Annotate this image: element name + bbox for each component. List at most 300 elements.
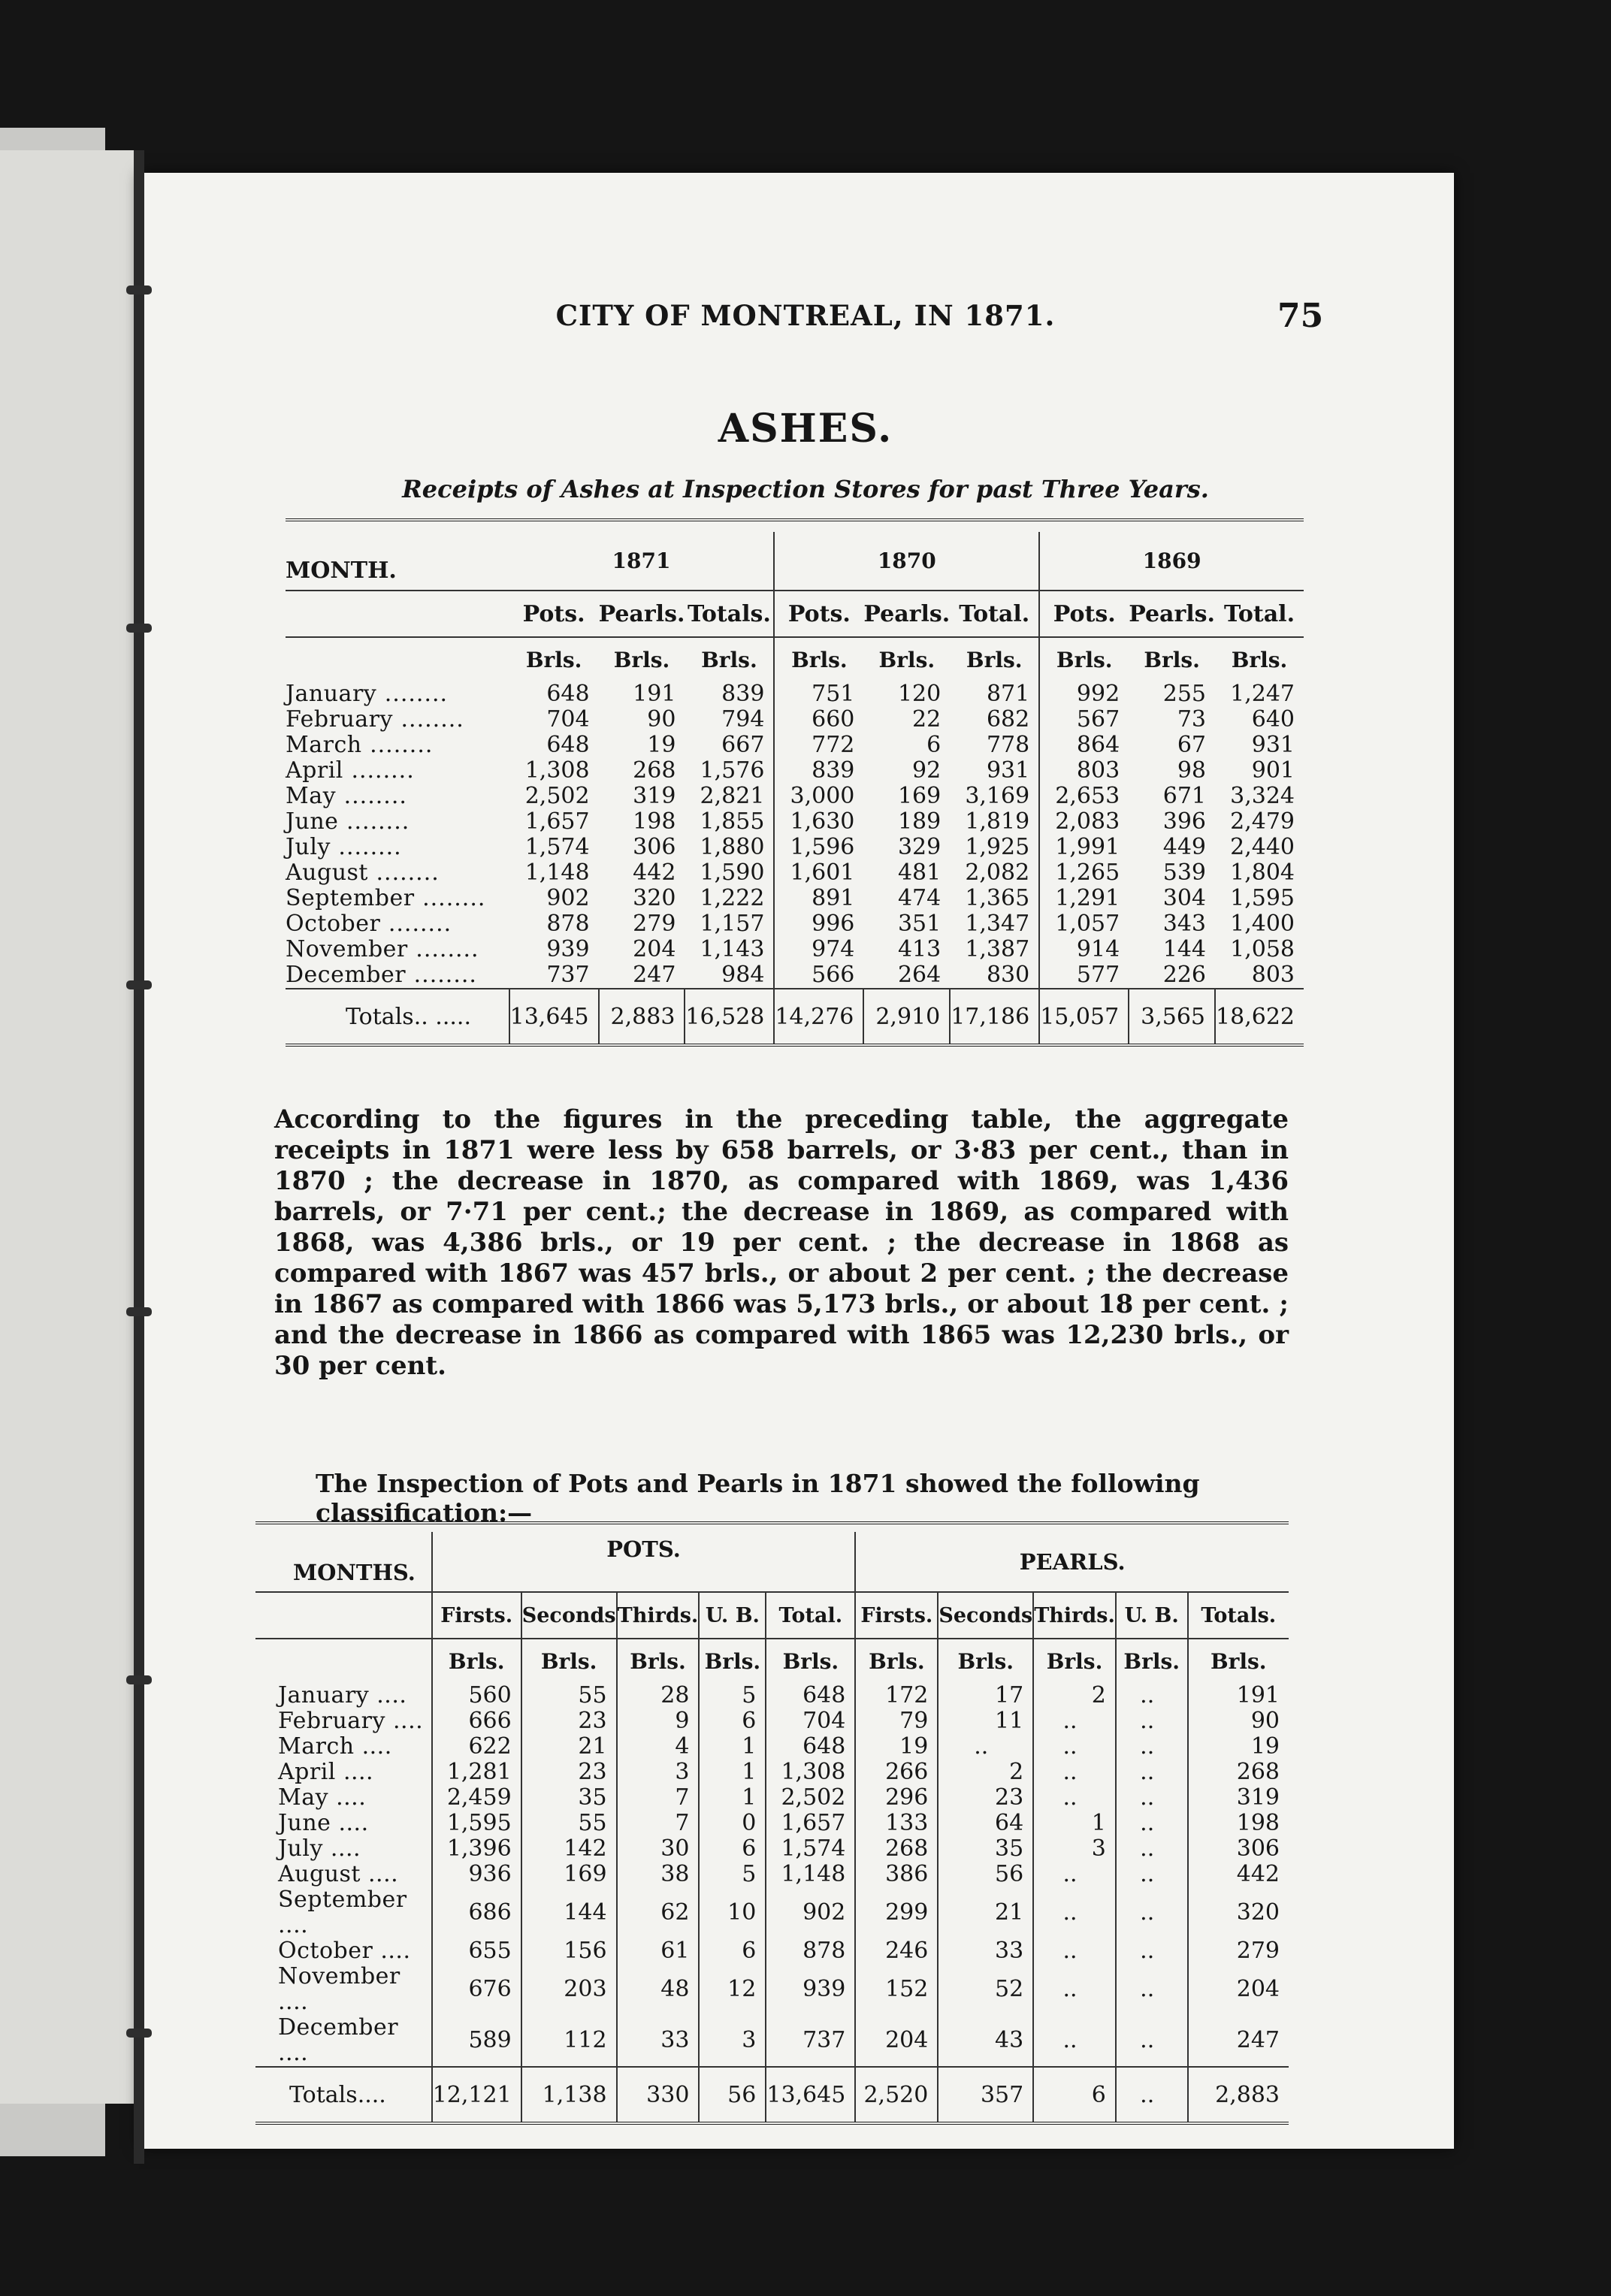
- table-cell: 891: [812, 885, 855, 911]
- table-cell: 560: [432, 1683, 521, 1708]
- table-cell: 931: [1251, 732, 1295, 758]
- month-name: January: [286, 681, 377, 707]
- table-cell: 246: [855, 1938, 938, 1964]
- table-cell: 35: [938, 1836, 1033, 1862]
- table-cell: 204: [855, 2015, 938, 2067]
- table-cell: 803: [1251, 962, 1295, 988]
- table-cell: 2,502: [766, 1785, 855, 1811]
- month-name: June: [286, 808, 339, 835]
- unit-label: Brls.: [766, 1639, 855, 1683]
- table-cell: 3: [699, 2015, 766, 2067]
- table-cell: 152: [855, 1964, 938, 2015]
- table-cell: 28: [617, 1683, 700, 1708]
- table-cell: 1,291: [1055, 885, 1120, 911]
- unit-label: Brls.: [1188, 1639, 1289, 1683]
- table-cell: ..: [1033, 1760, 1116, 1785]
- month-column-spacer: [255, 1592, 432, 1639]
- leader-dots: ....: [331, 1810, 369, 1836]
- table-cell: 319: [1188, 1785, 1289, 1811]
- unit-label: Brls.: [699, 1639, 766, 1683]
- month-name: February: [278, 1708, 385, 1734]
- table-row: [286, 886, 1304, 911]
- table-cell: 864: [1076, 732, 1120, 758]
- table-cell: 386: [855, 1862, 938, 1887]
- unit-label: Brls.: [685, 637, 774, 681]
- table-cell: 98: [1177, 757, 1207, 784]
- table-cell: 1,576: [685, 758, 774, 784]
- month-label: [255, 1836, 432, 1862]
- leader-dots: ....: [278, 1912, 309, 1938]
- table-row: [255, 1938, 1289, 1964]
- leader-dots: ....: [322, 1835, 361, 1862]
- table-cell: 90: [647, 706, 676, 733]
- table-cell: 19: [855, 1734, 938, 1760]
- table-row: [255, 1785, 1289, 1811]
- leader-dots: ....: [360, 1861, 399, 1887]
- month-name: July: [278, 1835, 323, 1862]
- table-cell: 648: [546, 732, 590, 758]
- table-cell: 299: [855, 1887, 938, 1938]
- table-cell: 23: [521, 1708, 617, 1734]
- table-cell: 1,657: [766, 1811, 855, 1836]
- table-cell: ..: [1116, 1708, 1188, 1734]
- table-cell: 306: [1188, 1836, 1289, 1862]
- table-cell: 61: [617, 1938, 700, 1964]
- table-cell: ..: [1116, 1836, 1188, 1862]
- table-cell: 648: [766, 1683, 855, 1708]
- table-cell: 566: [812, 962, 855, 988]
- month-name: March: [278, 1733, 355, 1760]
- table-row: [286, 809, 1304, 835]
- table-cell: 204: [1188, 1964, 1289, 2015]
- table-cell: 203: [521, 1964, 617, 2015]
- table-cell: 1,574: [524, 834, 590, 860]
- month-label: [286, 809, 509, 835]
- table-cell: 1,804: [1230, 859, 1295, 886]
- table-cell: 2: [938, 1760, 1033, 1785]
- totals-label: [255, 2067, 432, 2123]
- month-label: [286, 707, 509, 733]
- table-row: [286, 681, 1304, 707]
- month-name: April: [278, 1759, 336, 1785]
- table-cell: 79: [855, 1708, 938, 1734]
- table-cell: 142: [521, 1836, 617, 1862]
- table-cell: 343: [1162, 911, 1207, 937]
- table-cell: 914: [1076, 936, 1120, 962]
- column-header: Total.: [766, 1592, 855, 1639]
- table-cell: 10: [699, 1887, 766, 1938]
- classification-table: [255, 1521, 1289, 2125]
- table-cell: ..: [1116, 1683, 1188, 1708]
- table-cell: 2,459: [432, 1785, 521, 1811]
- table-row: [286, 962, 1304, 989]
- month-label: [286, 962, 509, 989]
- column-header: U. B.: [699, 1592, 766, 1639]
- table-cell: 3,324: [1230, 783, 1295, 809]
- table-cell: 3,169: [950, 784, 1039, 809]
- table-cell: 198: [1188, 1811, 1289, 1836]
- month-label: [286, 886, 509, 911]
- leader-dots: ........: [406, 962, 477, 988]
- table-row: [255, 2015, 1289, 2067]
- table-cell: 191: [633, 681, 676, 707]
- table-cell: 35: [521, 1785, 617, 1811]
- total-cell: 18,622: [1215, 989, 1304, 1045]
- table-cell: 3: [617, 1760, 700, 1785]
- table-cell: 992: [1076, 681, 1120, 707]
- total-cell: 56: [699, 2067, 766, 2123]
- total-cell: 2,883: [599, 989, 685, 1045]
- table-cell: 396: [1162, 808, 1207, 835]
- unit-label: Brls.: [878, 647, 935, 672]
- binding-stitch: [126, 2029, 152, 2038]
- unit-label: Brls.: [938, 1639, 1033, 1683]
- table-cell: 737: [546, 962, 590, 988]
- table-cell: 4: [617, 1734, 700, 1760]
- table-cell: 1,157: [685, 911, 774, 937]
- month-name: September: [286, 885, 415, 911]
- table-cell: 1,400: [1230, 911, 1295, 937]
- column-header: Pearls.: [863, 591, 950, 637]
- table-cell: 43: [938, 2015, 1033, 2067]
- unit-label: Brls.: [613, 647, 670, 672]
- leader-dots: ........: [380, 911, 452, 937]
- leader-dots: ....: [328, 1784, 367, 1811]
- table-cell: 1,387: [950, 937, 1039, 962]
- totals-text: Totals: [289, 2081, 358, 2108]
- table-row: [286, 911, 1304, 937]
- table-cell: 2: [1033, 1683, 1116, 1708]
- month-name: August: [278, 1861, 361, 1887]
- binding-stitch: [126, 980, 152, 989]
- table-cell: 204: [633, 936, 676, 962]
- table-cell: 189: [897, 808, 942, 835]
- table-cell: 640: [1251, 706, 1295, 733]
- month-name: October: [278, 1938, 373, 1964]
- unit-label: Brls.: [525, 647, 582, 672]
- month-label: [286, 911, 509, 937]
- table-cell: ..: [1116, 1785, 1188, 1811]
- table-cell: 30: [617, 1836, 700, 1862]
- leader-dots: ....: [278, 2040, 309, 2066]
- month-label: [255, 2015, 432, 2067]
- unit-label: Brls.: [1144, 647, 1200, 672]
- table-cell: 648: [766, 1734, 855, 1760]
- table-row: [255, 1862, 1289, 1887]
- table-cell: 936: [432, 1862, 521, 1887]
- table-cell: 449: [1162, 834, 1207, 860]
- table-cell: 1,365: [950, 886, 1039, 911]
- month-name: April: [286, 757, 343, 784]
- month-label: [255, 1862, 432, 1887]
- leader-dots: ....: [354, 1733, 392, 1760]
- table-cell: 304: [1162, 885, 1207, 911]
- table-cell: 984: [685, 962, 774, 989]
- column-header: Seconds: [938, 1592, 1033, 1639]
- table-cell: 1,574: [766, 1836, 855, 1862]
- table-cell: 3,000: [790, 783, 855, 809]
- table-cell: 931: [950, 758, 1039, 784]
- table-cell: 1,247: [1230, 681, 1295, 707]
- table-cell: 1,657: [524, 808, 590, 835]
- month-name: June: [278, 1810, 331, 1836]
- running-title: CITY OF MONTREAL, IN 1871.: [555, 299, 1056, 332]
- table-cell: 871: [950, 681, 1039, 707]
- table-cell: 351: [897, 911, 942, 937]
- table-cell: 1,396: [432, 1836, 521, 1862]
- analysis-paragraph: According to the figures in the preceding table, the aggregate receipts in 1871 were less by 658 barrels, or 3·83 per cent., than in 1870 ; the decrease in 1870, as compared with 1869, was 1,436 barrels, or 7·71 per cent.; the decrease in 1869, as compared with 1868, was 4,386 brls., or 19 per cent. ; the decrease in 1868 as compared with 1867 was 457 brls., or about 2 per cent. ; the decrease in 1867 as compared with 1866 was 5,173 brls., or about 18 per cent. ; and the decrease in 1866 as compared with 1865 was 12,230 brls., or 30 per cent.: [274, 1104, 1289, 1381]
- column-header: Totals.: [685, 591, 774, 637]
- column-header: Firsts.: [855, 1592, 938, 1639]
- table-cell: 1,991: [1055, 834, 1120, 860]
- month-label: [255, 1760, 432, 1785]
- table-cell: ..: [1116, 1862, 1188, 1887]
- table-row: [286, 733, 1304, 758]
- month-name: May: [278, 1784, 329, 1811]
- table-cell: 56: [938, 1862, 1033, 1887]
- leader-dots: ....: [373, 1938, 411, 1964]
- month-column-spacer: [286, 637, 509, 681]
- table-cell: 622: [432, 1734, 521, 1760]
- table-cell: 1: [699, 1760, 766, 1785]
- table-cell: 1,148: [766, 1862, 855, 1887]
- leader-dots: ........: [392, 706, 464, 733]
- table-cell: ..: [1033, 1964, 1116, 2015]
- table-cell: 1: [1033, 1811, 1116, 1836]
- total-cell: ..: [1116, 2067, 1188, 2123]
- total-cell: 15,057: [1039, 989, 1129, 1045]
- table-cell: 660: [812, 706, 855, 733]
- month-name: August: [286, 859, 368, 886]
- leader-dots: ........: [336, 783, 407, 809]
- table-cell: 156: [521, 1938, 617, 1964]
- leader-dots: ....: [385, 1708, 424, 1734]
- table-cell: 64: [938, 1811, 1033, 1836]
- total-cell: 12,121: [432, 2067, 521, 2123]
- unit-label: Brls.: [521, 1639, 617, 1683]
- month-name: December: [278, 2014, 399, 2041]
- month-label: [286, 860, 509, 886]
- leader-dots: ....: [369, 1682, 407, 1708]
- table-cell: 577: [1076, 962, 1120, 988]
- table-cell: 413: [897, 936, 942, 962]
- table-cell: ..: [1116, 1734, 1188, 1760]
- binding-stitch: [126, 285, 152, 295]
- table-cell: 2,502: [524, 783, 590, 809]
- leader-dots: ....: [278, 1989, 309, 2015]
- table-cell: 12: [699, 1964, 766, 2015]
- table-row: [255, 1708, 1289, 1734]
- total-cell: 2,883: [1188, 2067, 1289, 2123]
- table-cell: 676: [432, 1964, 521, 2015]
- table-cell: 974: [812, 936, 855, 962]
- table-row: [255, 1964, 1289, 2015]
- unit-label: Brls.: [1033, 1639, 1116, 1683]
- unit-label: Brls.: [432, 1639, 521, 1683]
- year-heading: 1871: [509, 532, 775, 591]
- leader-dots: ........: [407, 936, 479, 962]
- column-header: Total.: [950, 591, 1039, 637]
- table-row: [286, 860, 1304, 886]
- table-cell: 264: [897, 962, 942, 988]
- leader-dots: ....: [357, 2081, 386, 2108]
- table-cell: 169: [521, 1862, 617, 1887]
- month-name: January: [278, 1682, 370, 1708]
- total-cell: 13,645: [766, 2067, 855, 2123]
- table-cell: ..: [938, 1734, 1033, 1760]
- table-cell: 133: [855, 1811, 938, 1836]
- table-cell: 3: [1033, 1836, 1116, 1862]
- unit-label: Brls.: [791, 647, 848, 672]
- table-cell: 682: [950, 707, 1039, 733]
- total-cell: 13,645: [509, 989, 599, 1045]
- table-cell: 296: [855, 1785, 938, 1811]
- table-cell: 266: [855, 1760, 938, 1785]
- table-subtitle: Receipts of Ashes at Inspection Stores for past Three Years.: [402, 475, 1209, 503]
- table-cell: 794: [685, 707, 774, 733]
- table-cell: 6: [699, 1836, 766, 1862]
- table-cell: ..: [1033, 1862, 1116, 1887]
- table-cell: ..: [1033, 1938, 1116, 1964]
- month-label: [255, 1938, 432, 1964]
- table-cell: 901: [1251, 757, 1295, 784]
- month-label: [255, 1708, 432, 1734]
- unit-label: Brls.: [1231, 647, 1288, 672]
- table-cell: 481: [897, 859, 942, 886]
- table-cell: 1: [699, 1734, 766, 1760]
- table-cell: 6: [699, 1708, 766, 1734]
- table-cell: 23: [938, 1785, 1033, 1811]
- table-cell: 7: [617, 1785, 700, 1811]
- unit-label: Brls.: [855, 1639, 938, 1683]
- table-cell: 17: [938, 1683, 1033, 1708]
- table-cell: 1,596: [790, 834, 855, 860]
- table-row: [255, 1887, 1289, 1938]
- total-cell: 1,138: [521, 2067, 617, 2123]
- unit-label: Brls.: [950, 637, 1039, 681]
- table-cell: 830: [950, 962, 1039, 989]
- total-cell: 16,528: [685, 989, 774, 1045]
- table-cell: 255: [1162, 681, 1207, 707]
- column-header: Pots.: [1039, 591, 1129, 637]
- table-cell: 648: [546, 681, 590, 707]
- leader-dots: ........: [330, 834, 402, 860]
- pearls-group-heading: PEARLS.: [1019, 1548, 1126, 1575]
- table-cell: 567: [1076, 706, 1120, 733]
- table-cell: 55: [521, 1811, 617, 1836]
- table-cell: 839: [812, 757, 855, 784]
- unit-label: Brls.: [1116, 1639, 1188, 1683]
- total-cell: 2,910: [863, 989, 950, 1045]
- total-cell: 17,186: [950, 989, 1039, 1045]
- table-cell: 144: [1162, 936, 1207, 962]
- table-cell: 655: [432, 1938, 521, 1964]
- table-cell: ..: [1116, 1887, 1188, 1938]
- table-cell: 1,595: [1230, 885, 1295, 911]
- table-cell: ..: [1116, 1938, 1188, 1964]
- table-cell: 247: [633, 962, 676, 988]
- binding-stitch: [126, 1307, 152, 1316]
- table-cell: 90: [1188, 1708, 1289, 1734]
- table-cell: 1,308: [524, 757, 590, 784]
- table-cell: 9: [617, 1708, 700, 1734]
- month-name: May: [286, 783, 337, 809]
- table-cell: 1,265: [1055, 859, 1120, 886]
- binding-stitch: [126, 1675, 152, 1684]
- table-cell: 772: [812, 732, 855, 758]
- table-cell: ..: [1116, 1760, 1188, 1785]
- table-cell: 11: [938, 1708, 1033, 1734]
- table-cell: 21: [521, 1734, 617, 1760]
- leader-dots: ........: [414, 885, 486, 911]
- month-label: [255, 1811, 432, 1836]
- leader-dots: ........: [376, 681, 449, 707]
- unit-label: Brls.: [617, 1639, 700, 1683]
- month-name: November: [278, 1963, 400, 1989]
- leader-dots: ....: [335, 1759, 374, 1785]
- table-cell: 474: [897, 885, 942, 911]
- table-cell: 112: [521, 2015, 617, 2067]
- table-cell: ..: [1116, 1964, 1188, 2015]
- table-cell: 19: [1188, 1734, 1289, 1760]
- table-cell: 1,880: [685, 835, 774, 860]
- table-cell: 226: [1162, 962, 1207, 988]
- total-cell: 357: [938, 2067, 1033, 2123]
- table-cell: 268: [633, 757, 676, 784]
- month-column-spacer: [255, 1639, 432, 1683]
- column-header: Pots.: [509, 591, 599, 637]
- table-cell: 667: [685, 733, 774, 758]
- table-cell: 67: [1177, 732, 1207, 758]
- month-label: [286, 733, 509, 758]
- table-cell: 320: [633, 885, 676, 911]
- month-label: [255, 1785, 432, 1811]
- month-label: [286, 937, 509, 962]
- binding-stitch: [126, 624, 152, 633]
- leader-dots: .. .....: [413, 1003, 471, 1030]
- table-cell: 1,630: [790, 808, 855, 835]
- month-label: [255, 1964, 432, 2015]
- month-name: February: [286, 706, 393, 733]
- table-cell: 2,479: [1230, 808, 1295, 835]
- month-label: [255, 1734, 432, 1760]
- classification-intro: The Inspection of Pots and Pearls in 1871 showed the following classification:—: [316, 1469, 1200, 1527]
- table-cell: 92: [912, 757, 942, 784]
- table-cell: 62: [617, 1887, 700, 1938]
- table-cell: 1,590: [685, 860, 774, 886]
- table-cell: 268: [855, 1836, 938, 1862]
- month-label: [255, 1887, 432, 1938]
- table-cell: 191: [1188, 1683, 1289, 1708]
- month-name: November: [286, 936, 408, 962]
- month-name: July: [286, 834, 331, 860]
- table-cell: 671: [1162, 783, 1207, 809]
- total-cell: 330: [617, 2067, 700, 2123]
- year-heading: 1869: [1142, 548, 1201, 573]
- month-label: [286, 758, 509, 784]
- table-cell: 878: [766, 1938, 855, 1964]
- total-cell: 6: [1033, 2067, 1116, 2123]
- table-row: [286, 835, 1304, 860]
- table-row: [255, 1734, 1289, 1760]
- table-cell: 1,281: [432, 1760, 521, 1785]
- table-cell: 279: [633, 911, 676, 937]
- table-cell: 539: [1162, 859, 1207, 886]
- month-column-spacer: [286, 591, 509, 637]
- leader-dots: ........: [343, 757, 415, 784]
- page-number: 75: [1277, 297, 1324, 335]
- table-cell: 686: [432, 1887, 521, 1938]
